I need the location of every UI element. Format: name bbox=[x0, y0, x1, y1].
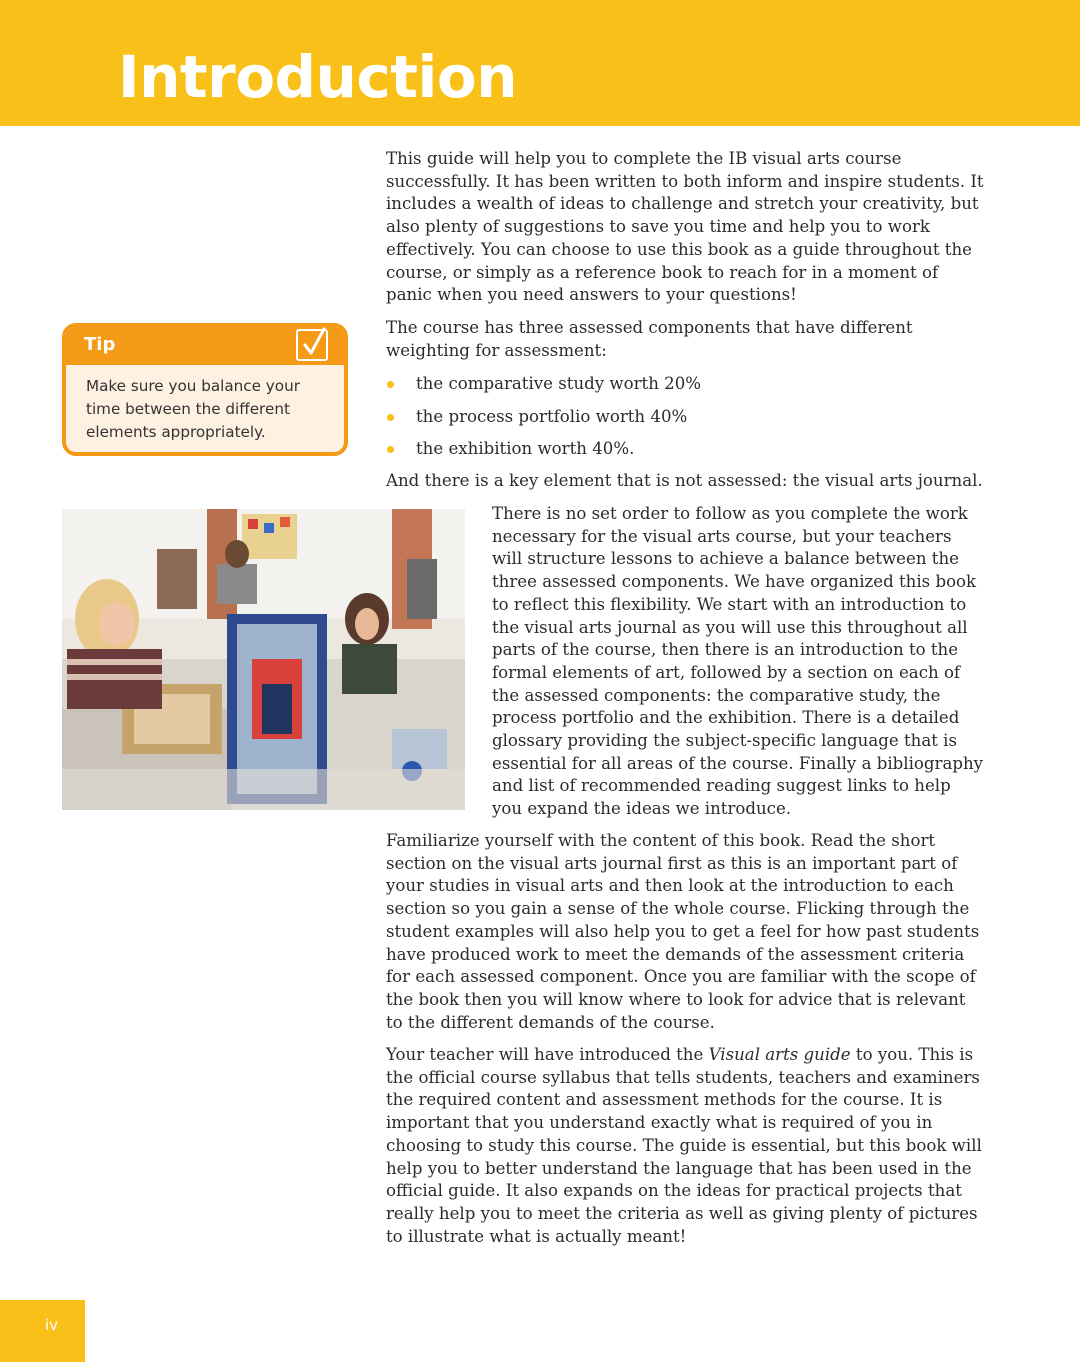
page-title: Introduction bbox=[118, 43, 517, 111]
bullet-icon bbox=[387, 381, 394, 388]
guide-title: Visual arts guide bbox=[708, 1045, 851, 1064]
page-number: iv bbox=[45, 1316, 59, 1334]
list-item: the exhibition worth 40%. bbox=[386, 438, 986, 471]
list-item: the comparative study worth 20% bbox=[386, 373, 986, 406]
checkbox-check-icon bbox=[296, 329, 328, 361]
page-number-tab bbox=[0, 1300, 85, 1362]
page-header bbox=[0, 0, 1080, 126]
list-item: the process portfolio worth 40% bbox=[386, 406, 986, 439]
guide-paragraph: Your teacher will have introduced the Visual arts guide to you. This is the official course syllabus that tells students, teachers and examiners the required content and assessment methods for the course. It is important that you understand exactly what is required of you in choosing to study this course. The guide is essential, but this book will help you to better understand the language that has been used in the official guide. It also expands on the ideas for practical projects that really help you to meet the criteria as well as giving plenty of pictures to illustrate what is actually meant! bbox=[386, 1045, 982, 1246]
tip-text: Make sure you balance your time between the different elements appropriately. bbox=[86, 377, 300, 441]
bullet-icon bbox=[387, 446, 394, 453]
tip-title: Tip bbox=[84, 334, 116, 355]
familiarize-paragraph: Familiarize yourself with the content of this book. Read the short section on the visual arts journal first as this is an important part of your studies in visual arts and then look at the introduction to each section so you gain a sense of the whole course. Flicking through the student examples will also help you to get a feel for how past students have produced work to meet the demands of the assessment criteria for each assessed component. Once you are familiar with the scope of the book then you will know where to look for advice that is relevant to the different demands of the course. bbox=[386, 831, 980, 1032]
tip-header bbox=[66, 327, 344, 365]
component-list bbox=[386, 373, 986, 471]
intro-paragraph: This guide will help you to complete the IB visual arts course successfully. It has been written to both inform and inspire students. It includes a wealth of ideas to challenge and stretch your creativity, but also plenty of suggestions to save you time and help you to work effectively. You can choose to use this book as a guide throughout the course, or simply as a reference book to reach for in a moment of panic when you need answers to your questions! bbox=[386, 149, 984, 305]
structure-paragraph: There is no set order to follow as you complete the work necessary for the visual arts course, but your teachers will structure lessons to achieve a balance between the three assessed components. We have organized this book to reflect this flexibility. We start with an introduction to the visual arts journal as you will use this throughout all parts of the course, then there is an introduction to the formal elements of art, followed by a section on each of the assessed components: the comparative study, the process portfolio and the exhibition. There is a detailed glossary providing the subject-specific language that is essential for all areas of the course. Finally a bibliography and list of recommended reading suggest links to help you expand the ideas we introduce. bbox=[492, 504, 984, 819]
journal-paragraph: And there is a key element that is not assessed: the visual arts journal. bbox=[386, 471, 983, 490]
classroom-photo bbox=[62, 509, 465, 810]
components-paragraph: The course has three assessed components that have different weighting for assessment: bbox=[386, 318, 913, 360]
bullet-icon bbox=[387, 414, 394, 421]
tip-box bbox=[62, 323, 348, 456]
